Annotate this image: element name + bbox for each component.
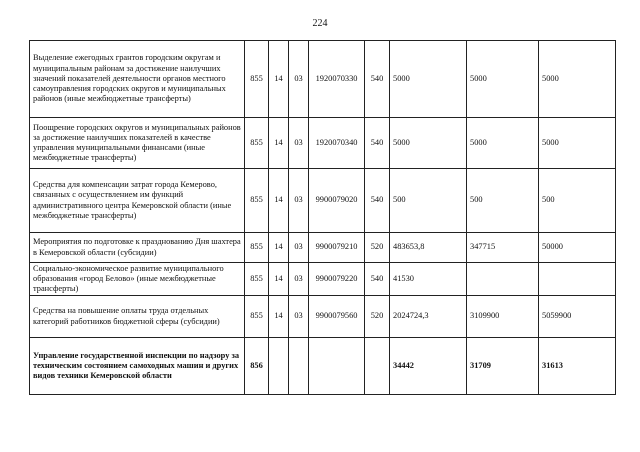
amount-year-1: 34442 (390, 338, 467, 395)
amount-year-2: 31709 (467, 338, 539, 395)
amount-year-1: 5000 (390, 41, 467, 118)
expense-type-code: 540 (365, 41, 390, 118)
target-article-code: 1920070330 (309, 41, 365, 118)
table-row (30, 296, 616, 338)
amount-year-1: 41530 (390, 263, 467, 296)
section-code: 14 (269, 263, 289, 296)
budget-table (29, 40, 616, 395)
table-row (30, 41, 616, 118)
amount-year-2: 5000 (467, 118, 539, 169)
expense-type-code: 540 (365, 118, 390, 169)
expense-type-code: 520 (365, 233, 390, 263)
target-article-code: 9900079560 (309, 296, 365, 338)
subsection-code (289, 338, 309, 395)
amount-year-2: 500 (467, 169, 539, 233)
ved-code: 855 (245, 169, 269, 233)
target-article-code: 1920070340 (309, 118, 365, 169)
subsection-code: 03 (289, 263, 309, 296)
amount-year-1: 500 (390, 169, 467, 233)
ved-code: 855 (245, 263, 269, 296)
amount-year-2: 347715 (467, 233, 539, 263)
subsection-code: 03 (289, 41, 309, 118)
subsection-code: 03 (289, 169, 309, 233)
table-row (30, 263, 616, 296)
section-code: 14 (269, 296, 289, 338)
ved-code: 856 (245, 338, 269, 395)
table-row (30, 118, 616, 169)
expense-type-code: 540 (365, 169, 390, 233)
amount-year-3: 50000 (539, 233, 616, 263)
target-article-code: 9900079210 (309, 233, 365, 263)
section-code: 14 (269, 169, 289, 233)
table-row (30, 233, 616, 263)
amount-year-2: 5000 (467, 41, 539, 118)
row-name: Поощрение городских округов и муниципальных районов за достижение наилучших показателей в качестве управления муниципальными финансами (иные межбюджетные трансферты) (30, 118, 245, 169)
amount-year-2: 3109900 (467, 296, 539, 338)
row-name: Управление государственной инспекции по надзору за техническим состоянием самоходных машин и других видов техники Кемеровской области (30, 338, 245, 395)
row-name: Средства для компенсации затрат города Кемерово, связанных с осуществлением им функций административного центра Кемеровской области (иные межбюджетные трансферты) (30, 169, 245, 233)
section-code: 14 (269, 118, 289, 169)
amount-year-3 (539, 263, 616, 296)
expense-type-code: 520 (365, 296, 390, 338)
ved-code: 855 (245, 296, 269, 338)
ved-code: 855 (245, 41, 269, 118)
amount-year-3: 31613 (539, 338, 616, 395)
row-name: Социально-экономическое развитие муниципального образования «город Белово» (иные межбюджетные трансферты) (30, 263, 245, 296)
amount-year-1: 483653,8 (390, 233, 467, 263)
amount-year-2 (467, 263, 539, 296)
row-name: Мероприятия по подготовке к празднованию Дня шахтера в Кемеровской области (субсидии) (30, 233, 245, 263)
table-row (30, 338, 616, 395)
target-article-code: 9900079220 (309, 263, 365, 296)
section-code (269, 338, 289, 395)
ved-code: 855 (245, 233, 269, 263)
row-name: Средства на повышение оплаты труда отдельных категорий работников бюджетной сферы (субсидии) (30, 296, 245, 338)
row-name: Выделение ежегодных грантов городским округам и муниципальным районам за достижение наилучших значений показателей деятельности органов местного самоуправления городских округов и муниципальных районов (иные межбюджетные трансферты) (30, 41, 245, 118)
amount-year-1: 5000 (390, 118, 467, 169)
expense-type-code (365, 338, 390, 395)
amount-year-3: 500 (539, 169, 616, 233)
table-row (30, 169, 616, 233)
page-number: 224 (312, 18, 328, 29)
amount-year-1: 2024724,3 (390, 296, 467, 338)
subsection-code: 03 (289, 118, 309, 169)
section-code: 14 (269, 233, 289, 263)
subsection-code: 03 (289, 233, 309, 263)
expense-type-code: 540 (365, 263, 390, 296)
amount-year-3: 5000 (539, 41, 616, 118)
amount-year-3: 5059900 (539, 296, 616, 338)
target-article-code (309, 338, 365, 395)
section-code: 14 (269, 41, 289, 118)
target-article-code: 9900079020 (309, 169, 365, 233)
ved-code: 855 (245, 118, 269, 169)
subsection-code: 03 (289, 296, 309, 338)
amount-year-3: 5000 (539, 118, 616, 169)
